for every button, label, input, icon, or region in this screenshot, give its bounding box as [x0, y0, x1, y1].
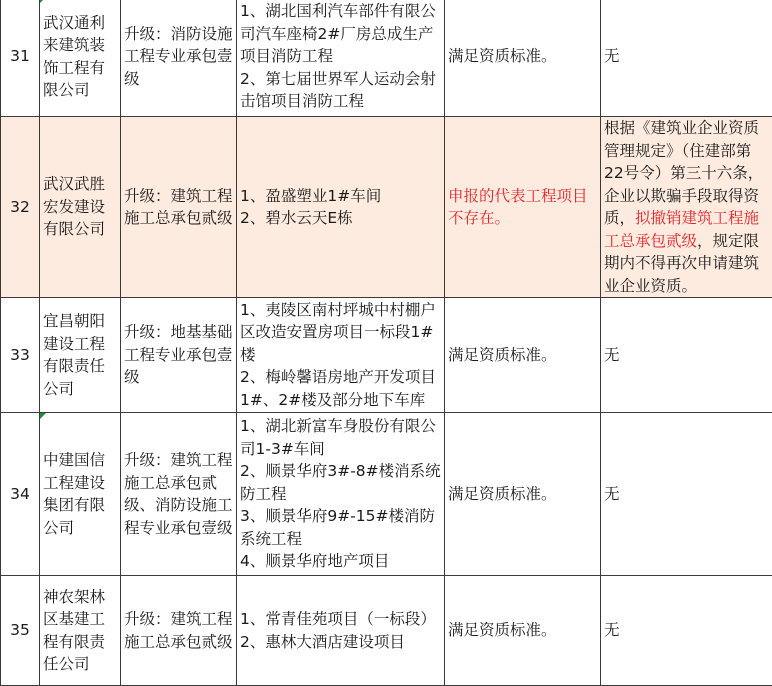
review-result: 满足资质标准。	[445, 413, 601, 576]
company-name: 武汉通利来建筑装饰工程有限公司	[40, 0, 121, 117]
handling-opinion: 无	[601, 413, 772, 576]
table-row	[1, 117, 772, 298]
company-name: 神农架林区基建工程有限责任公司	[40, 576, 121, 686]
project-item: 1、湖北国利汽车部件有限公司汽车座椅2#厂房总成生产项目消防工程	[240, 0, 441, 68]
upgrade-item: 升级：建筑工程施工总承包贰级、消防设施工程专业承包壹级	[121, 413, 237, 576]
handling-opinion	[601, 117, 772, 298]
upgrade-item: 升级：建筑工程施工总承包贰级	[121, 576, 237, 686]
company-name: 宜昌朝阳建设工程有限责任公司	[40, 298, 121, 413]
handling-opinion: 无	[601, 298, 772, 413]
table-row	[1, 0, 772, 117]
project-item: 4、顺景华府地产项目	[240, 550, 441, 573]
review-result: 申报的代表工程项目不存在。	[445, 117, 601, 298]
row-number: 32	[1, 117, 40, 298]
handling-highlight: 拟撤销建筑工程施工总承包贰级	[604, 209, 759, 250]
upgrade-item: 升级：消防设施工程专业承包壹级	[121, 0, 237, 117]
company-name: 武汉武胜宏发建设有限公司	[40, 117, 121, 298]
handling-opinion: 无	[601, 576, 772, 686]
project-item: 1、湖北新富车身股份有限公司1-3#车间	[240, 415, 441, 460]
handling-opinion: 无	[601, 0, 772, 117]
handling-text: 根据《建筑业企业资质管理规定》（住建部第22号令）第三十六条，企业以欺骗手段取得资质，	[604, 119, 763, 227]
review-result: 满足资质标准。	[445, 576, 601, 686]
project-list	[237, 298, 445, 413]
project-list	[237, 0, 445, 117]
project-item: 2、第七届世界军人运动会射击馆项目消防工程	[240, 68, 441, 113]
project-item: 2、碧水云天E栋	[240, 207, 441, 230]
project-item: 2、顺景华府3#-8#楼消系统防工程	[240, 460, 441, 505]
project-list	[237, 413, 445, 576]
row-number: 34	[1, 413, 40, 576]
review-result: 满足资质标准。	[445, 0, 601, 117]
project-item: 1、盈盛塑业1#车间	[240, 185, 441, 208]
project-item: 3、顺景华府9#-15#楼消防系统工程	[240, 505, 441, 550]
project-item: 1、夷陵区南村坪城中村棚户区改造安置房项目一标段1#楼	[240, 299, 441, 367]
project-list	[237, 117, 445, 298]
row-number: 35	[1, 576, 40, 686]
table-row	[1, 298, 772, 413]
project-item: 2、梅岭馨语房地产开发项目1#、2#楼及部分地下车库	[240, 366, 441, 411]
row-number: 31	[1, 0, 40, 117]
project-list	[237, 576, 445, 686]
row-number: 33	[1, 298, 40, 413]
table-row	[1, 413, 772, 576]
handling-text: ，规定限期内不得再次申请建筑业企业资质。	[604, 232, 759, 295]
company-name: 中建国信工程建设集团有限公司	[40, 413, 121, 576]
review-result: 满足资质标准。	[445, 298, 601, 413]
upgrade-item: 升级：地基基础工程专业承包壹级	[121, 298, 237, 413]
upgrade-item: 升级：建筑工程施工总承包贰级	[121, 117, 237, 298]
table-row	[1, 576, 772, 686]
project-item: 1、常青佳苑项目（一标段）	[240, 608, 441, 631]
project-item: 2、惠林大酒店建设项目	[240, 631, 441, 654]
